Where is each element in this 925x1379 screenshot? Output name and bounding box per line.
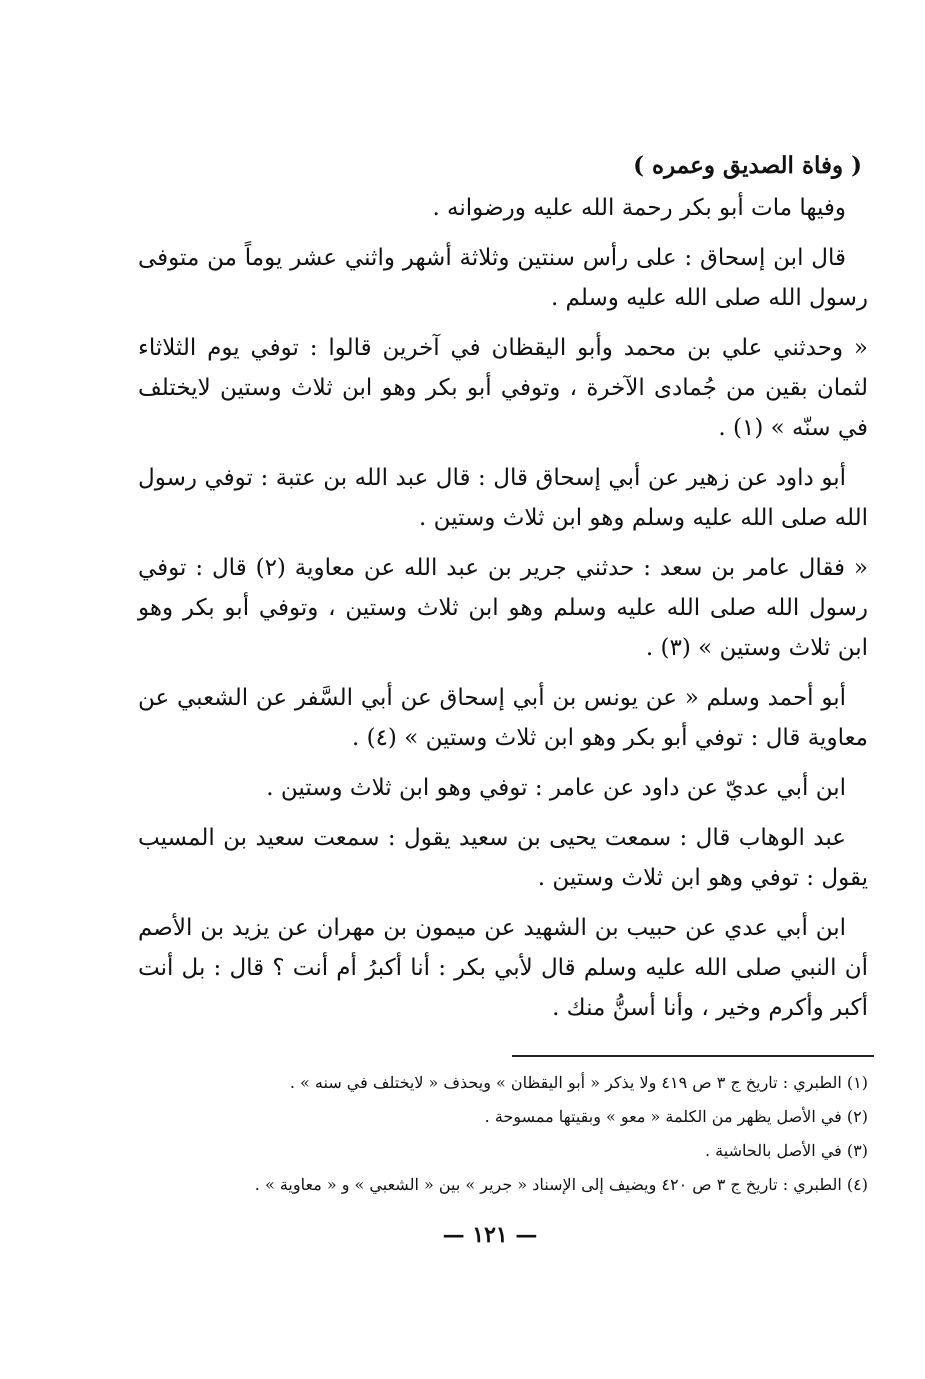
paragraph: أبو داود عن زهير عن أبي إسحاق قال : قال عبد الله بن عتبة : توفي رسول الله صلى الله عليه وسلم وهو ابن ثلاث وستين .: [138, 465, 868, 531]
paragraph: قال ابن إسحاق : على رأس سنتين وثلاثة أشهر واثني عشر يوماً من متوفى رسول الله صلى الله عليه وسلم .: [138, 245, 868, 311]
paragraph: « وحدثني علي بن محمد وأبو اليقظان في آخرين قالوا : توفي يوم الثلاثاء لثمان بقين من جُمادى الآخرة ، وتوفي أبو بكر وهو ابن ثلاث وستين لايختلف في سنّه » (١) .: [138, 335, 868, 441]
paragraph: أبو أحمد وسلم « عن يونس بن أبي إسحاق عن أبي السَّفر عن الشعبي عن معاوية قال : توفي أبو بكر وهو ابن ثلاث وستين » (٤) .: [138, 685, 868, 751]
footnote-divider: [512, 1055, 874, 1057]
page-number: — ١٢١ —: [442, 1222, 538, 1248]
paragraph: وفيها مات أبو بكر رحمة الله عليه ورضوانه .: [432, 195, 846, 221]
paragraph: عبد الوهاب قال : سمعت يحيى بن سعيد يقول : سمعت سعيد بن المسيب يقول : توفي وهو ابن ثلاث وستين .: [138, 825, 868, 891]
paragraph: ابن أبي عدي عن حبيب بن الشهيد عن ميمون بن مهران عن يزيد بن الأصم أن النبي صلى الله عليه وسلم قال لأبي بكر : أنا أكبرُ أم أنت ؟ قال : بل أنت أكبر وأكرم وخير ، وأنا أسنُّ منك .: [138, 915, 868, 1021]
footnote: (١) الطبري : تاريخ ج ٣ ص ٤١٩ ولا يذكر « أبو اليقظان » ويحذف « لايختلف في سنه » .: [289, 1073, 868, 1092]
footnote: (٣) في الأصل بالحاشية .: [705, 1141, 868, 1160]
main-text: [138, 148, 868, 1038]
footnote: (٢) في الأصل يظهر من الكلمة « معو » وبقيتها ممسوحة .: [484, 1107, 868, 1126]
paragraph: « فقال عامر بن سعد : حدثني جرير بن عبد الله عن معاوية (٢) قال : توفي رسول الله صلى الله عليه وسلم وهو ابن ثلاث وستين ، وتوفي أبو بكر وهو ابن ثلاث وستين » (٣) .: [138, 555, 868, 661]
footnotes: [200, 1066, 868, 1202]
paragraph: ابن أبي عديّ عن داود عن عامر : توفي وهو ابن ثلاث وستين .: [266, 775, 846, 801]
section-heading: ( وفاة الصديق وعمره ): [633, 152, 862, 179]
footnote: (٤) الطبري : تاريخ ج ٣ ص ٤٢٠ ويضيف إلى الإسناد « جرير » بين « الشعبي » و « معاوية » .: [254, 1175, 868, 1194]
